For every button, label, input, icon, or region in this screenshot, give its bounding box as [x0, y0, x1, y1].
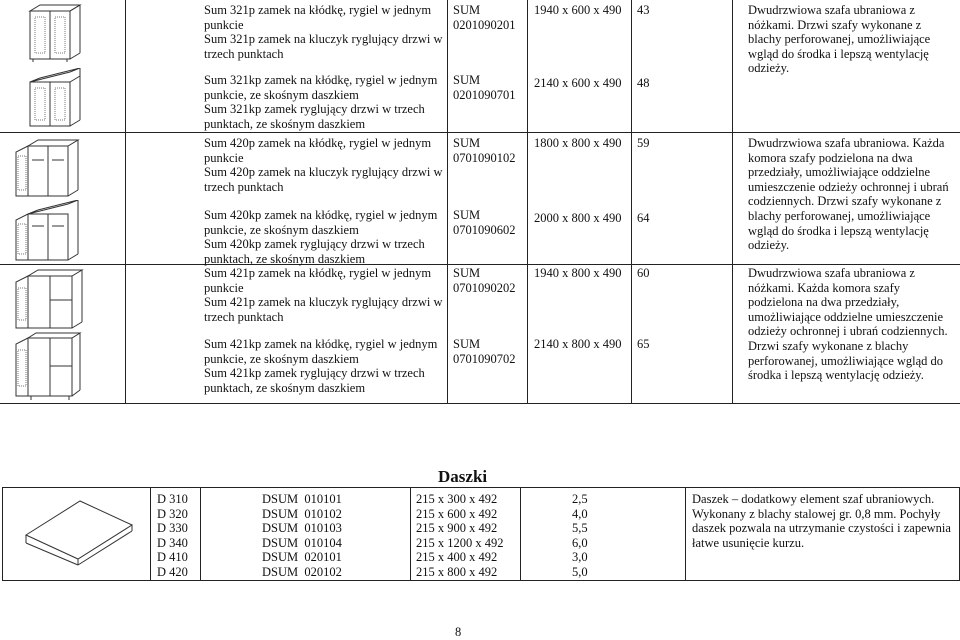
- roof-weights: 2,5 4,0 5,5 6,0 3,0 5,0: [572, 492, 588, 579]
- grid-line: [447, 0, 448, 403]
- dimensions: 2000 x 800 x 490: [534, 211, 622, 225]
- locker-description: Sum 321p zamek na kłódkę, rygiel w jednym punkcie Sum 321p zamek na kluczyk ryglujący drzwi w trzech punktach: [204, 3, 443, 61]
- product-note: Dwudrzwiowa szafa ubraniowa z nóżkami. Drzwi szafy wykonane z blachy perforowanej, umożliwiające wgląd do środka i lepszą wentylację odzieży.: [748, 3, 931, 76]
- grid-line: [150, 487, 151, 581]
- weight: 43: [637, 3, 650, 17]
- grid-line: [0, 403, 960, 404]
- product-code: SUM 0201090201: [453, 3, 516, 32]
- grid-line: [732, 0, 733, 403]
- grid-line: [0, 264, 960, 265]
- grid-line: [0, 132, 960, 133]
- product-code: SUM 0201090701: [453, 73, 516, 102]
- grid-line: [527, 0, 528, 403]
- product-code: SUM 0701090702: [453, 337, 516, 366]
- page-number: 8: [455, 625, 462, 639]
- weight: 59: [637, 136, 650, 150]
- dimensions: 2140 x 600 x 490: [534, 76, 622, 90]
- roof-illustration: [20, 495, 138, 567]
- dimensions: 1940 x 800 x 490: [534, 266, 622, 280]
- roof-dimensions: 215 x 300 x 492 215 x 600 x 492 215 x 900 x 492 215 x 1200 x 492 215 x 400 x 492 215 x 800 x 492: [416, 492, 504, 579]
- grid-line: [685, 487, 686, 581]
- grid-line: [410, 487, 411, 581]
- locker-illustration-2: [22, 68, 84, 130]
- locker-illustration-6: [14, 332, 96, 402]
- grid-line: [125, 0, 126, 403]
- locker-illustration-3: [14, 138, 94, 200]
- grid-line: [2, 487, 960, 488]
- locker-description: Sum 321kp zamek na kłódkę, rygiel w jednym punkcie, ze skośnym daszkiem Sum 321kp zamek ryglujący drzwi w trzech punktach, ze skośnym daszkiem: [204, 73, 438, 131]
- locker-description: Sum 420p zamek na kłódkę, rygiel w jednym punkcie Sum 420p zamek na kluczyk ryglujący drzwi w trzech punktach: [204, 136, 443, 194]
- product-code: SUM 0701090202: [453, 266, 516, 295]
- grid-line: [631, 0, 632, 403]
- product-note: Dwudrzwiowa szafa ubraniowa. Każda komora szafy podzielona na dwa przedziały, umożliwiające oddzielne umieszczenie odzieży ochronnej i ubrań codziennych. Drzwi szafy wykonane z blachy perforowanej, umożliwiające wgląd do środka i lepszą wentylację odzieży.: [748, 136, 949, 253]
- grid-line: [200, 487, 201, 581]
- roof-models: D 310 D 320 D 330 D 340 D 410 D 420: [157, 492, 188, 579]
- weight: 60: [637, 266, 650, 280]
- weight: 48: [637, 76, 650, 90]
- weight: 64: [637, 211, 650, 225]
- locker-illustration-4: [14, 200, 94, 264]
- locker-description: Sum 421p zamek na kłódkę, rygiel w jednym punkcie Sum 421p zamek na kluczyk ryglujący drzwi w trzech punktach: [204, 266, 443, 324]
- dimensions: 1800 x 800 x 490: [534, 136, 622, 150]
- section-title: Daszki: [438, 467, 488, 486]
- dimensions: 1940 x 600 x 490: [534, 3, 622, 17]
- roof-note: Daszek – dodatkowy element szaf ubraniowych. Wykonany z blachy stalowej gr. 0,8 mm. Pochyły daszek pozwala na utrzymanie czystości i zapewnia łatwe usunięcie kurzu.: [692, 492, 951, 550]
- locker-illustration-5: [14, 268, 96, 332]
- locker-illustration-1: [22, 3, 84, 63]
- locker-description: Sum 420kp zamek na kłódkę, rygiel w jednym punkcie, ze skośnym daszkiem Sum 420kp zamek ryglujący drzwi w trzech punktach, ze skośnym daszkiem: [204, 208, 438, 266]
- dimensions: 2140 x 800 x 490: [534, 337, 622, 351]
- product-code: SUM 0701090102: [453, 136, 516, 165]
- product-code: SUM 0701090602: [453, 208, 516, 237]
- roof-codes: DSUM 010101 DSUM 010102 DSUM 010103 DSUM 010104 DSUM 020101 DSUM 020102: [262, 492, 342, 579]
- grid-line: [2, 580, 960, 581]
- grid-line: [520, 487, 521, 581]
- grid-line: [2, 487, 3, 581]
- locker-description: Sum 421kp zamek na kłódkę, rygiel w jednym punkcie, ze skośnym daszkiem Sum 421kp zamek ryglujący drzwi w trzech punktach, ze skośnym daszkiem: [204, 337, 438, 395]
- product-note: Dwudrzwiowa szafa ubraniowa z nóżkami. Każda komora szafy podzielona na dwa przedziały, umożliwiające oddzielne umieszczenie odzieży ochronnej i ubrań codziennych. Drzwi szafy wykonane z blachy perforowanej, umożliwiające wgląd do środka i lepszą wentylację odzieży.: [748, 266, 948, 383]
- weight: 65: [637, 337, 650, 351]
